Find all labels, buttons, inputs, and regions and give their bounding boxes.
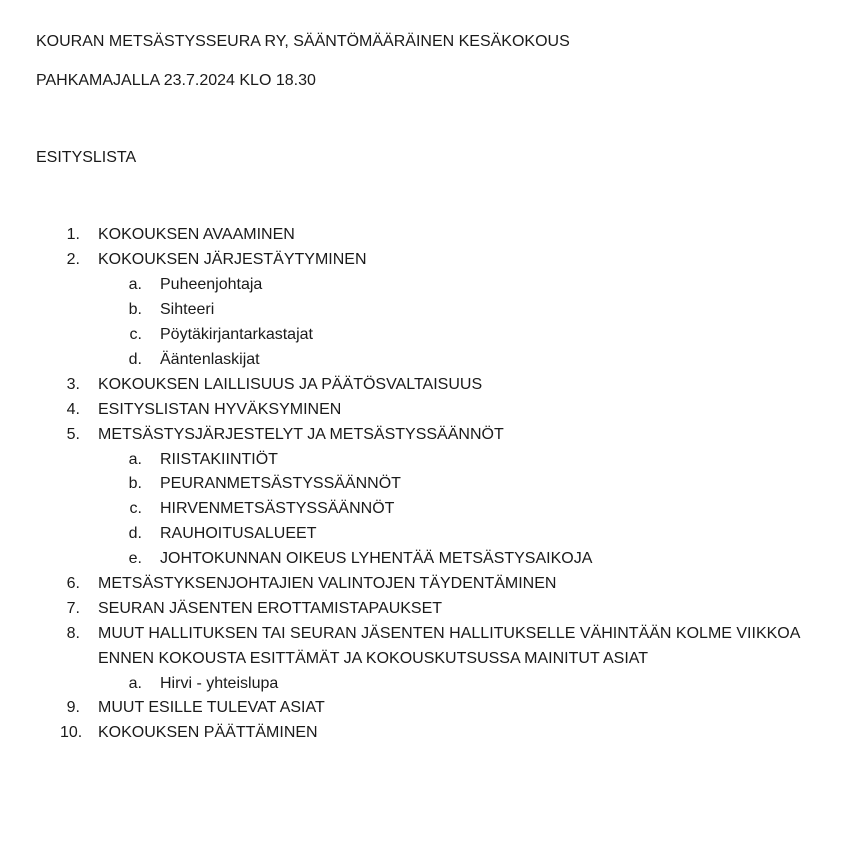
agenda-item-number: 1. bbox=[66, 226, 80, 243]
agenda-subitem-letter: a. bbox=[128, 675, 142, 692]
agenda-item-text: METSÄSTYKSENJOHTAJIEN VALINTOJEN TÄYDENTÄMINEN bbox=[98, 575, 557, 592]
agenda-subitem-text: Ääntenlaskijat bbox=[160, 351, 260, 368]
agenda-item-number: 7. bbox=[66, 600, 80, 617]
agenda-subitem-text: RIISTAKIINTIÖT bbox=[160, 451, 278, 468]
agenda-item-number: 10. bbox=[60, 724, 83, 741]
document-title: KOURAN METSÄSTYSSEURA RY, SÄÄNTÖMÄÄRÄINEN KESÄKOKOUS bbox=[36, 33, 570, 50]
agenda-item-text: MUUT ESILLE TULEVAT ASIAT bbox=[98, 699, 325, 716]
agenda-item-text: ESITYSLISTAN HYVÄKSYMINEN bbox=[98, 401, 342, 418]
agenda-subitem-text: Puheenjohtaja bbox=[160, 276, 263, 293]
agenda-subitem-text: PEURANMETSÄSTYSSÄÄNNÖT bbox=[160, 475, 401, 492]
agenda-item-text: MUUT HALLITUKSEN TAI SEURAN JÄSENTEN HALLITUKSELLE VÄHINTÄÄN KOLME VIIKKOA bbox=[98, 625, 801, 642]
agenda-subitem-letter: c. bbox=[129, 326, 142, 343]
agenda-subitem-letter: d. bbox=[128, 351, 142, 368]
agenda-subitem-letter: c. bbox=[129, 500, 142, 517]
agenda-item-text: KOKOUKSEN AVAAMINEN bbox=[98, 226, 295, 243]
agenda-subitem-text: JOHTOKUNNAN OIKEUS LYHENTÄÄ METSÄSTYSAIKOJA bbox=[160, 550, 593, 567]
agenda-subitem-letter: b. bbox=[128, 301, 142, 318]
agenda-subitem-letter: d. bbox=[128, 525, 142, 542]
agenda-subitem-text: Pöytäkirjantarkastajat bbox=[160, 326, 313, 343]
agenda-item-number: 8. bbox=[66, 625, 80, 642]
agenda-subitem-text: RAUHOITUSALUEET bbox=[160, 525, 317, 542]
agenda-item-text: KOKOUKSEN JÄRJESTÄYTYMINEN bbox=[98, 251, 367, 268]
agenda-heading: ESITYSLISTA bbox=[36, 149, 137, 166]
agenda-item-text: KOKOUKSEN LAILLISUUS JA PÄÄTÖSVALTAISUUS bbox=[98, 376, 483, 393]
agenda-subitem-letter: e. bbox=[128, 550, 142, 567]
meeting-location-time: PAHKAMAJALLA 23.7.2024 KLO 18.30 bbox=[36, 72, 316, 89]
agenda-subitem-letter: a. bbox=[128, 451, 142, 468]
agenda-item-number: 6. bbox=[66, 575, 80, 592]
agenda-item-number: 3. bbox=[66, 376, 80, 393]
agenda-item-number: 9. bbox=[66, 699, 80, 716]
agenda-subitem-letter: a. bbox=[128, 276, 142, 293]
agenda-item-number: 5. bbox=[66, 426, 80, 443]
agenda-subitem-letter: b. bbox=[128, 475, 142, 492]
agenda-item-text: SEURAN JÄSENTEN EROTTAMISTAPAUKSET bbox=[98, 600, 443, 617]
agenda-item-text: KOKOUKSEN PÄÄTTÄMINEN bbox=[98, 724, 318, 741]
agenda-subitem-text: HIRVENMETSÄSTYSSÄÄNNÖT bbox=[160, 500, 395, 517]
agenda-item-text: METSÄSTYSJÄRJESTELYT JA METSÄSTYSSÄÄNNÖT bbox=[98, 426, 504, 443]
agenda-item-number: 2. bbox=[66, 251, 80, 268]
agenda-item-text: ENNEN KOKOUSTA ESITTÄMÄT JA KOKOUSKUTSUSSA MAINITUT ASIAT bbox=[98, 650, 649, 667]
agenda-subitem-text: Hirvi - yhteislupa bbox=[160, 675, 279, 692]
agenda-subitem-text: Sihteeri bbox=[160, 301, 215, 318]
agenda-item-number: 4. bbox=[66, 401, 80, 418]
